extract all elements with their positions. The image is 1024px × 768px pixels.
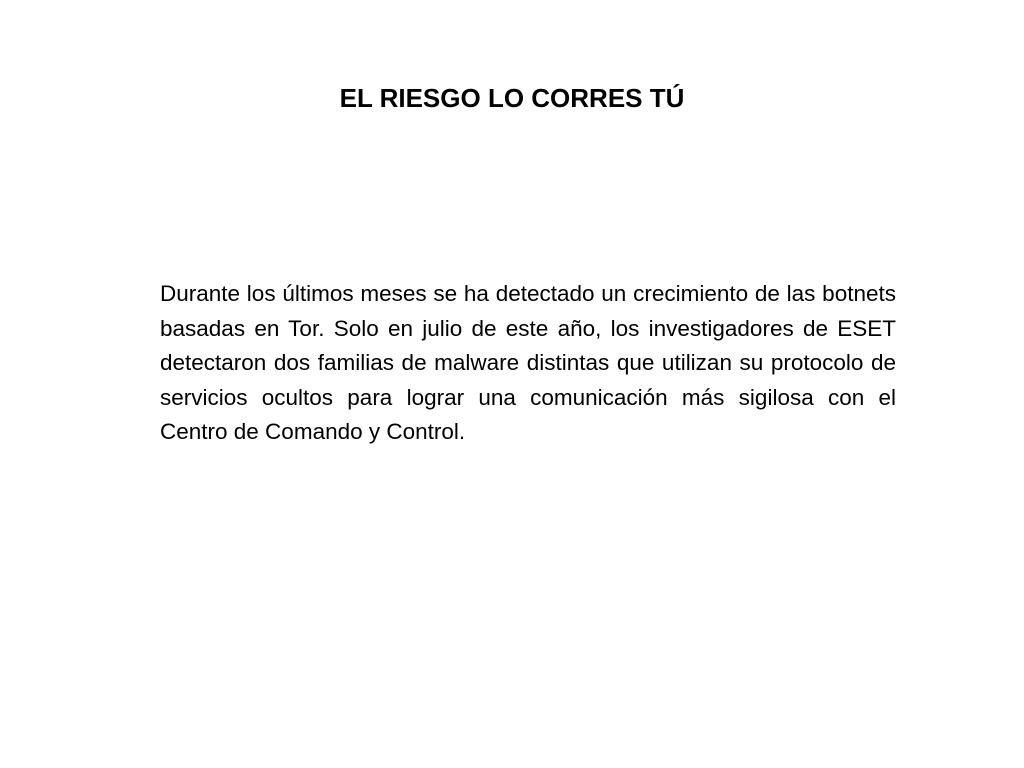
slide-title: EL RIESGO LO CORRES TÚ [339, 83, 685, 113]
slide-body-text: Durante los últimos meses se ha detectado un crecimiento de las botnets basadas en Tor. Solo en julio de este año, los investigadores de ESET detectaron dos familias de malware distintas que utilizan su protocolo de servicios ocultos para lograr una comunicación más sigilosa con el Centro de Comando y Control. [160, 281, 896, 444]
